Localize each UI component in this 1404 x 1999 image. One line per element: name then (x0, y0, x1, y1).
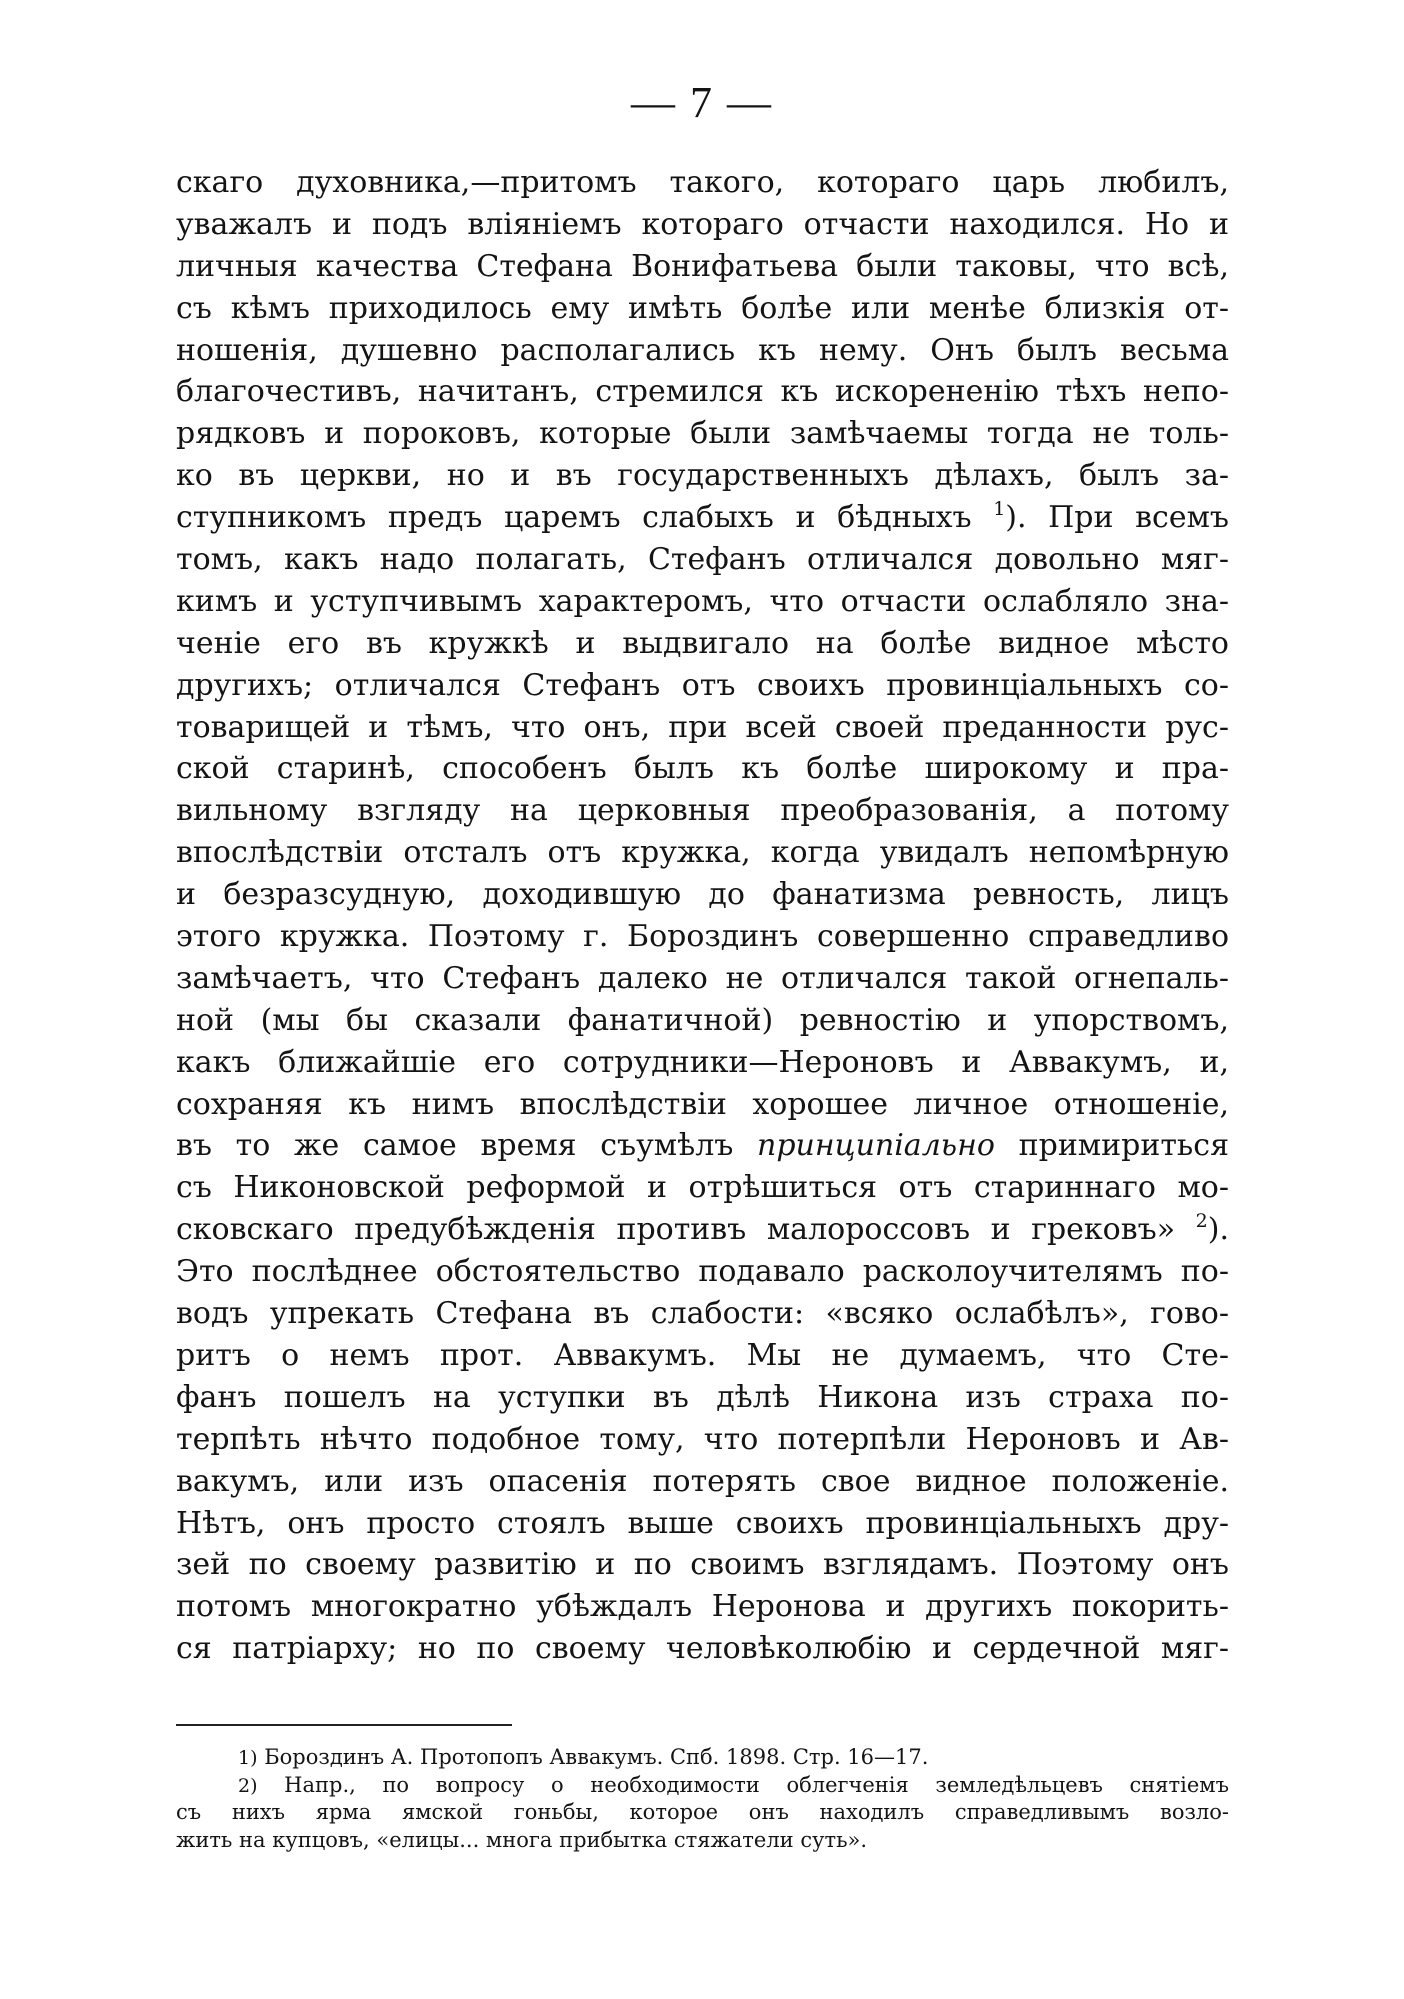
footnote-2-line (176, 1772, 1229, 1800)
text-line: ной (мы бы сказали фанатичной) ревностію и упорствомъ, (176, 1002, 1229, 1038)
text-line-with-note (176, 1209, 1229, 1251)
text-line: съ кѣмъ приходилось ему имѣть болѣе или менѣе близкія от- (176, 290, 1229, 326)
text-line: вакумъ, или изъ опасенія потерять свое видное положеніе. (176, 1463, 1229, 1499)
footnote-1 (176, 1744, 1229, 1772)
text-line: водъ упрекать Стефана въ слабости: «всяко ослабѣлъ», гово- (176, 1296, 1229, 1332)
text-line: фанъ пошелъ на уступки въ дѣлѣ Никона изъ страха по- (176, 1379, 1229, 1415)
text-line: рядковъ и пороковъ, которые были замѣчаемы тогда не толь- (176, 416, 1229, 452)
text-line: ритъ о немъ прот. Аввакумъ. Мы не думаемъ, что Сте- (176, 1337, 1229, 1373)
footnote-separator (176, 1724, 512, 1726)
text-line: замѣчаетъ, что Стефанъ далеко не отличался такой огнепаль- (176, 960, 1229, 996)
text-line: Нѣтъ, онъ просто стоялъ выше своихъ провинціальныхъ дру- (176, 1505, 1229, 1541)
text-line: вильному взгляду на церковныя преобразованія, а потому (176, 793, 1229, 829)
text-line: впослѣдствіи отсталъ отъ кружка, когда увидалъ непомѣрную (176, 835, 1229, 871)
text-line: благочестивъ, начитанъ, стремился къ искорененію тѣхъ непо- (176, 374, 1229, 410)
text-line: зей по своему развитію и по своимъ взглядамъ. Поэтому онъ (176, 1547, 1229, 1583)
footnote-2-line: съ нихъ ярма ямской гоньбы, которое онъ находилъ справедливымъ возло- (176, 1800, 1229, 1824)
footnote-1-text: Бороздинъ А. Протопопъ Аввакумъ. Спб. 1898. Стр. 16—17. (264, 1745, 929, 1769)
text-line: какъ ближайшіе его сотрудники—Нероновъ и Аввакумъ, и, (176, 1044, 1229, 1080)
text-line: Это послѣднее обстоятельство подавало расколоучителямъ по- (176, 1254, 1229, 1290)
text-line: другихъ; отличался Стефанъ отъ своихъ провинціальныхъ со- (176, 667, 1229, 703)
footnote-2-mark: 2) (238, 1774, 258, 1797)
footnotes (176, 1744, 1229, 1854)
page-number: — 7 — (631, 78, 773, 127)
emphasized-word: принципіально (757, 1128, 995, 1164)
body-text (176, 162, 1229, 1670)
text-line: личныя качества Стефана Вонифатьева были таковы, что всѣ, (176, 248, 1229, 284)
text-line: томъ, какъ надо полагать, Стефанъ отличался довольно мяг- (176, 542, 1229, 578)
text-line: терпѣть нѣчто подобное тому, что потерпѣли Нероновъ и Ав- (176, 1421, 1229, 1457)
footnote-1-mark: 1) (238, 1747, 258, 1769)
text-segment: ). (1207, 1212, 1229, 1248)
text-segment: ступникомъ предъ царемъ слабыхъ и бѣдныхъ (176, 500, 994, 536)
text-line: товарищей и тѣмъ, что онъ, при всей своей преданности рус- (176, 709, 1229, 745)
text-segment: ). При всемъ (1005, 500, 1229, 536)
text-line-with-note (176, 497, 1229, 539)
text-line: сохраняя къ нимъ впослѣдствіи хорошее личное отношеніе, (176, 1086, 1229, 1122)
text-segment: сковскаго предубѣжденія противъ малороссовъ и грековъ» (176, 1212, 1196, 1248)
text-line-with-emphasis (176, 1125, 1229, 1167)
text-line: и безразсудную, доходившую до фанатизма ревность, лицъ (176, 877, 1229, 913)
text-line: этого кружка. Поэтому г. Бороздинъ совершенно справедливо (176, 919, 1229, 955)
text-segment: примириться (994, 1128, 1229, 1164)
text-segment: въ то же самое время съумѣлъ (176, 1128, 758, 1164)
text-line: кимъ и уступчивымъ характеромъ, что отчасти ослабляло зна- (176, 583, 1229, 619)
text-line: ношенія, душевно располагались къ нему. Онъ былъ весьма (176, 332, 1229, 368)
footnote-2-text: Напр., по вопросу о необходимости облегченія земледѣльцевъ снятіемъ (284, 1772, 1229, 1797)
footnote-marker-1: 1 (993, 498, 1006, 521)
text-line: скаго духовника,—притомъ такого, котораго царь любилъ, (176, 165, 1229, 200)
footnote-marker-2: 2 (1195, 1210, 1208, 1233)
text-line: ской старинѣ, способенъ былъ къ болѣе широкому и пра- (176, 751, 1229, 787)
text-line: потомъ многократно убѣждалъ Неронова и другихъ покорить- (176, 1589, 1229, 1625)
text-line: съ Никоновской реформой и отрѣшиться отъ стариннаго мо- (176, 1170, 1229, 1206)
text-line: ченіе его въ кружкѣ и выдвигало на болѣе видное мѣсто (176, 625, 1229, 661)
text-line: ко въ церкви, но и въ государственныхъ дѣлахъ, былъ за- (176, 458, 1229, 494)
text-line: ся патріарху; но по своему человѣколюбію и сердечной мяг- (176, 1631, 1229, 1667)
footnote-2-line: жить на купцовъ, «елицы... многа прибытка стяжатели суть». (176, 1827, 868, 1852)
text-line: уважалъ и подъ вліяніемъ котораго отчасти находился. Но и (176, 206, 1229, 242)
